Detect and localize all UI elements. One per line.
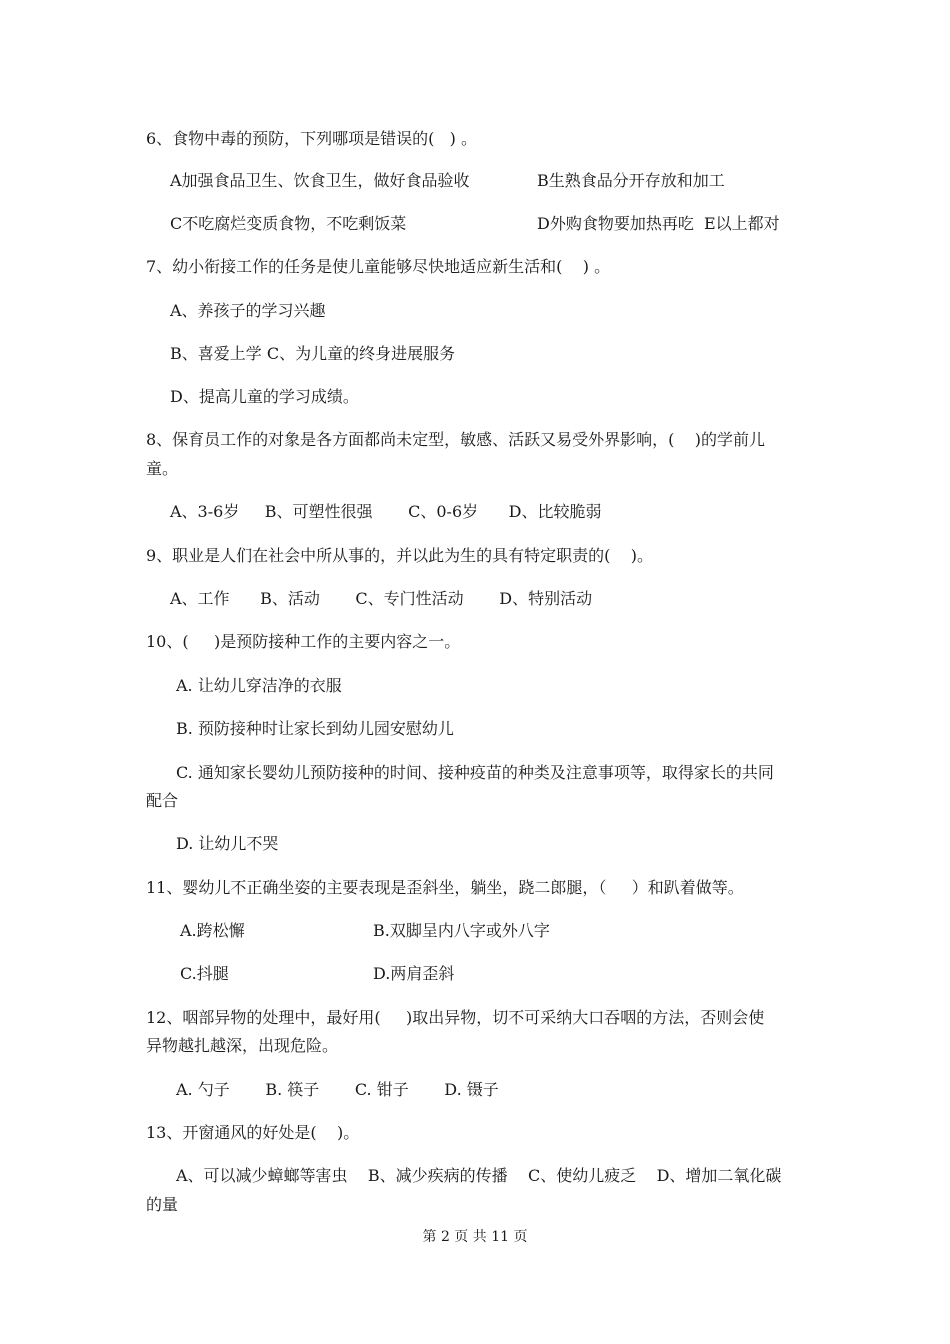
q6-stem: 6、食物中毒的预防，下列哪项是错误的( ) 。 <box>146 129 478 148</box>
q6-option-d: D外购食物要加热再吃 E以上都对 <box>537 214 780 233</box>
q6-option-b: B生熟食品分开存放和加工 <box>537 171 725 190</box>
q11-option-a: A.跨松懈 <box>180 921 245 940</box>
q10-option-b: B. 预防接种时让家长到幼儿园安慰幼儿 <box>176 719 454 738</box>
q12-stem-line-1: 12、咽部异物的处理中，最好用( )取出异物，切不可采纳大口吞咽的方法，否则会使 <box>146 1008 765 1027</box>
q7-stem: 7、幼小衔接工作的任务是使儿童能够尽快地适应新生活和( ) 。 <box>146 257 611 276</box>
q6-option-c: C不吃腐烂变质食物，不吃剩饭菜 <box>170 214 407 233</box>
q9-options: A、工作 B、活动 C、专门性活动 D、特别活动 <box>170 589 593 608</box>
q8-stem-line-2: 童。 <box>146 459 179 478</box>
q11-option-b: B.双脚呈内八字或外八字 <box>373 921 550 940</box>
q12-stem-line-2: 异物越扎越深，出现危险。 <box>146 1036 339 1055</box>
q6-option-a: A加强食品卫生、饮食卫生，做好食品验收 <box>170 171 470 190</box>
q9-stem: 9、职业是人们在社会中所从事的，并以此为生的具有特定职责的( )。 <box>146 546 654 565</box>
q10-option-a: A. 让幼儿穿洁净的衣服 <box>176 676 342 695</box>
q10-stem: 10、( )是预防接种工作的主要内容之一。 <box>146 632 461 651</box>
q10-option-d: D. 让幼儿不哭 <box>176 834 279 853</box>
q8-stem-line-1: 8、保育员工作的对象是各方面都尚未定型，敏感、活跃又易受外界影响，( )的学前儿 <box>146 430 766 449</box>
q10-option-c-line-1: C. 通知家长婴幼儿预防接种的时间、接种疫苗的种类及注意事项等，取得家长的共同 <box>176 763 774 782</box>
q11-option-d: D.两肩歪斜 <box>373 964 455 983</box>
page-footer: 第 2 页 共 11 页 <box>422 1229 528 1245</box>
q7-option-line-1: A、养孩子的学习兴趣 <box>170 301 326 320</box>
q13-options-line-2: 的量 <box>146 1195 179 1214</box>
q10-option-c-line-2: 配合 <box>146 791 179 810</box>
q11-option-c: C.抖腿 <box>180 964 229 983</box>
q13-stem: 13、开窗通风的好处是( )。 <box>146 1123 360 1142</box>
q7-option-line-2: B、喜爱上学 C、为儿童的终身进展服务 <box>170 344 456 363</box>
q13-options-line-1: A、可以减少蟑螂等害虫 B、减少疾病的传播 C、使幼儿疲乏 D、增加二氧化碳 <box>176 1166 782 1185</box>
q12-options: A. 勺子 B. 筷子 C. 钳子 D. 镊子 <box>176 1080 499 1099</box>
q7-option-line-3: D、提高儿童的学习成绩。 <box>170 387 359 406</box>
q8-options: A、3-6岁 B、可塑性很强 C、0-6岁 D、比较脆弱 <box>170 502 602 521</box>
q11-stem: 11、婴幼儿不正确坐姿的主要表现是歪斜坐，躺坐，跷二郎腿，（ ）和趴着做等。 <box>146 878 744 897</box>
